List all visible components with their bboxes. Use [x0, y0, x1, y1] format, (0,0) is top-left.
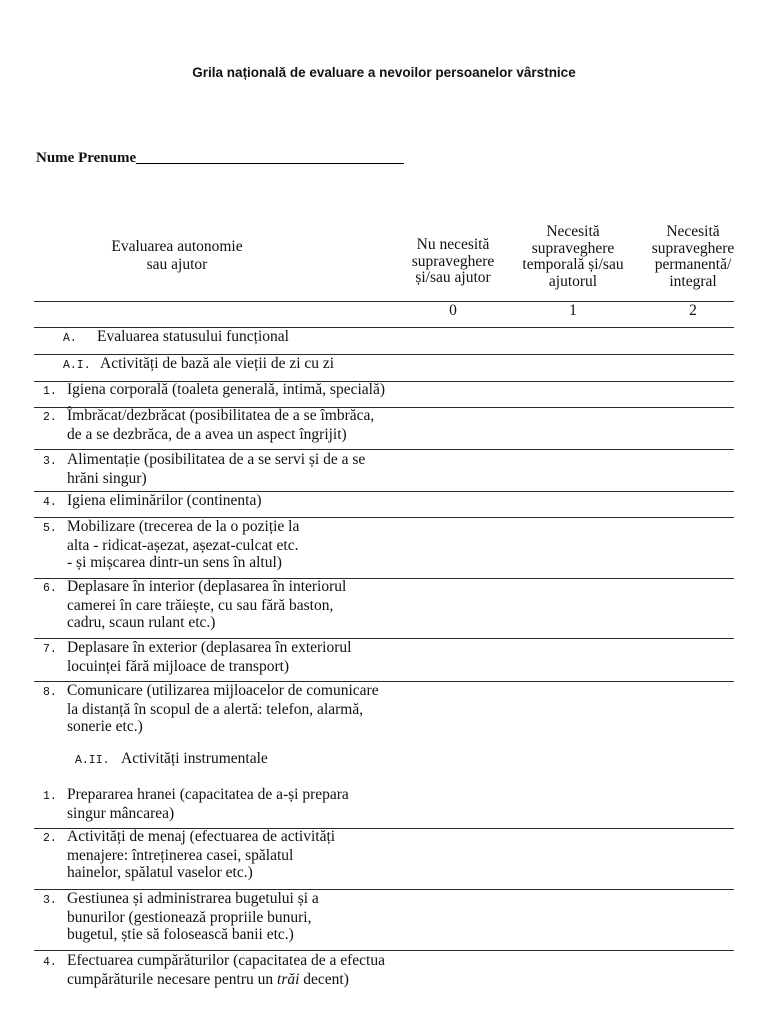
item-text: cadru, scaun rulant etc.)	[67, 614, 216, 631]
item-text: Efectuarea cumpărăturilor (capacitatea de a efectua	[67, 952, 385, 969]
section-heading	[63, 328, 289, 347]
name-field-label: Nume Prenume	[36, 150, 137, 166]
item-text: hrăni singur)	[67, 470, 147, 487]
row-feeding	[43, 451, 365, 487]
row-dressing	[43, 407, 374, 443]
item-text: locuinței fără mijloace de transport)	[67, 658, 290, 675]
row-indoor-movement	[43, 578, 346, 631]
row-meal-preparation	[43, 786, 349, 822]
score-label-0: 0	[449, 302, 457, 319]
row-outdoor-movement	[43, 639, 351, 675]
column-header-permanent-supervision	[633, 224, 753, 290]
column-header-line: Necesită	[666, 223, 720, 240]
column-header-line: supraveghere	[531, 239, 615, 257]
item-line	[43, 890, 319, 909]
column-header-line: supraveghere	[411, 252, 495, 270]
section-marker: A.	[63, 332, 77, 345]
item-number: 1.	[43, 790, 57, 803]
column-header-line: Necesită	[546, 223, 600, 240]
item-text: menajere: întreținerea casei, spălatul	[67, 847, 294, 864]
form-title: Grila națională de evaluare a nevoilor persoanelor vârstnice	[192, 65, 576, 80]
item-text-italic: trăi	[277, 971, 300, 988]
name-field	[36, 149, 404, 167]
subsection-heading-basic	[63, 355, 334, 374]
item-line	[43, 828, 335, 847]
subsection-title: Activități instrumentale	[121, 750, 268, 767]
item-text: la distanță în scopul de a alertă: telefon, alarmă,	[67, 701, 364, 718]
item-line	[43, 381, 385, 400]
item-text: Comunicare (utilizarea mijloacelor de comunicare	[67, 682, 379, 699]
item-text: Alimentație (posibilitatea de a se servi și de a se	[67, 451, 366, 468]
item-line	[43, 971, 385, 988]
item-number: 3.	[43, 455, 57, 468]
item-number: 4.	[43, 496, 57, 509]
item-text: bunurilor (gestionează propriile bunuri,	[67, 909, 312, 926]
item-text: singur mâncarea)	[67, 805, 175, 822]
subsection-title: Activități de bază ale vieții de zi cu zi	[100, 355, 335, 372]
row-budget-management	[43, 890, 319, 943]
item-line	[43, 451, 365, 470]
subsection-heading-instrumental	[75, 750, 268, 769]
item-text: Mobilizare (trecerea de la o poziție la	[67, 518, 300, 535]
row-shopping	[43, 952, 385, 988]
subsection-marker: A.II.	[75, 754, 110, 767]
row-communication	[43, 682, 379, 735]
item-number: 4.	[43, 956, 57, 969]
item-number: 1.	[43, 385, 57, 398]
item-text: camerei în care trăiește, cu sau fără baston,	[67, 597, 334, 614]
item-number: 5.	[43, 522, 57, 535]
column-header-line: Nu necesită	[416, 236, 490, 253]
item-line	[43, 639, 351, 658]
item-text: alta - ridicat-așezat, așezat-culcat etc.	[67, 537, 299, 554]
column-header-line: permanentă/	[654, 256, 732, 273]
item-text: - și mișcarea dintr-un sens în altul)	[67, 554, 282, 571]
item-number: 3.	[43, 894, 57, 907]
criterion-header	[77, 238, 277, 274]
item-line	[43, 952, 385, 971]
column-header-line: supraveghere	[651, 239, 735, 257]
item-number: 7.	[43, 643, 57, 656]
section-title: Evaluarea statusului funcțional	[97, 328, 289, 345]
row-housekeeping	[43, 828, 335, 881]
score-label-2: 2	[689, 302, 697, 319]
row-body-hygiene	[43, 381, 385, 400]
item-line	[43, 407, 374, 426]
item-line	[43, 578, 346, 597]
column-header-line: ajutorul	[548, 272, 598, 290]
subsection-marker: A.I.	[63, 359, 91, 372]
item-text: sonerie etc.)	[67, 718, 143, 735]
item-text: Igiena eliminărilor (continenta)	[67, 492, 262, 509]
item-line	[43, 682, 379, 701]
item-text: decent)	[299, 971, 349, 988]
item-text: Deplasare în interior (deplasarea în interiorul	[67, 578, 347, 595]
item-text: Îmbrăcat/dezbrăcat (posibilitatea de a se îmbrăca,	[67, 407, 375, 424]
item-text: Activități de menaj (efectuarea de activități	[67, 828, 336, 845]
item-text: Deplasare în exterior (deplasarea în exteriorul	[67, 639, 352, 656]
item-text: cumpărăturile necesare pentru un	[67, 971, 278, 988]
item-text: Igiena corporală (toaleta generală, intimă, specială)	[67, 381, 386, 398]
item-line	[43, 518, 299, 537]
item-text: Prepararea hranei (capacitatea de a-și prepara	[67, 786, 349, 803]
item-text: bugetul, știe să folosească banii etc.)	[67, 926, 294, 943]
item-text: Gestiunea și administrarea bugetului și a	[67, 890, 319, 907]
item-number: 8.	[43, 686, 57, 699]
item-line	[43, 786, 349, 805]
column-header-line: și/sau ajutor	[415, 269, 491, 286]
table-rule	[34, 950, 734, 951]
column-header-no-supervision	[393, 237, 513, 287]
item-number: 2.	[43, 411, 57, 424]
item-number: 6.	[43, 582, 57, 595]
score-label-1: 1	[569, 302, 577, 319]
row-mobility	[43, 518, 299, 571]
column-header-line: integral	[669, 272, 717, 290]
item-line	[43, 492, 262, 511]
criterion-header-line: sau ajutor	[146, 256, 208, 273]
column-header-temporary-supervision	[513, 224, 633, 290]
item-text: hainelor, spălatul vaselor etc.)	[67, 864, 253, 881]
item-number: 2.	[43, 832, 57, 845]
item-text: de a se dezbrăca, de a avea un aspect îngrijit)	[67, 426, 347, 443]
row-continence	[43, 492, 262, 511]
name-field-blank	[136, 163, 404, 164]
table-rule	[34, 449, 734, 450]
criterion-header-line: Evaluarea autonomie	[111, 238, 243, 255]
column-header-line: temporală și/sau	[522, 256, 624, 273]
